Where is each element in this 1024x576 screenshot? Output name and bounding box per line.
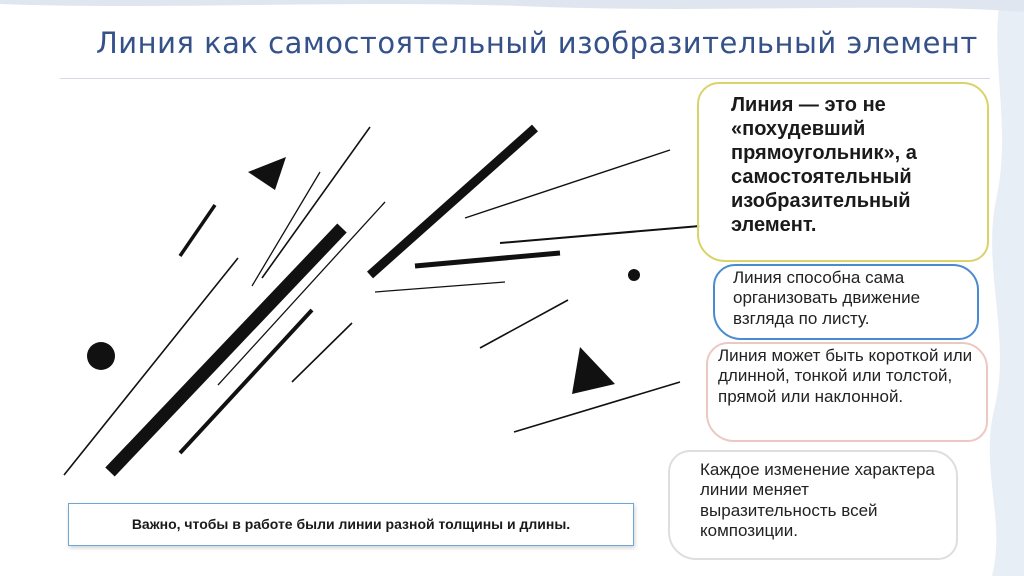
card-line-definition: Линия — это не «похудевший прямоугольник», а самостоятельный изобразительный элемент.: [697, 82, 989, 262]
card-line-change: Каждое изменение характера линии меняет выразительность всей композиции.: [668, 450, 958, 560]
triangle-upper: [248, 157, 286, 190]
thin-line-mid: [375, 282, 505, 292]
slide-title: Линия как самостоятельный изобразительный элемент: [96, 26, 978, 60]
dot-small: [628, 269, 640, 281]
thick-line-upper: [370, 128, 535, 275]
medium-line-horizontal: [415, 253, 560, 266]
short-stroke-left: [180, 205, 215, 256]
card-line-movement: Линия способна сама организовать движение взгляда по листу.: [713, 264, 979, 340]
thin-line-bottom: [514, 382, 680, 432]
triangle-lower: [572, 347, 615, 394]
thin-line-short-mid: [480, 300, 568, 348]
thin-line-diagonal-4: [218, 202, 385, 385]
dot-large: [87, 342, 115, 370]
note-box: Важно, чтобы в работе были линии разной толщины и длины.: [68, 503, 634, 546]
thin-line-right-2: [500, 226, 700, 243]
thin-line-diagonal-5: [292, 323, 352, 382]
thick-line-long: [110, 228, 342, 472]
card-line-types: Линия может быть короткой или длинной, тонкой или толстой, прямой или наклонной.: [706, 342, 988, 442]
